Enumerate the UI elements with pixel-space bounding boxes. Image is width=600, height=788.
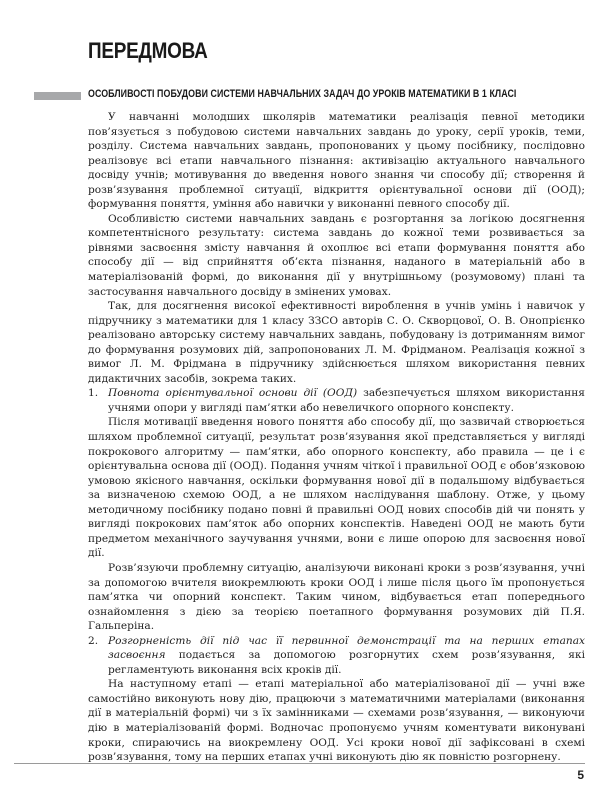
body-text xyxy=(88,110,585,765)
paragraph-next-stage: На наступному етапі — етапі матеріальної або матеріалізованої дії — учні вже самостійно виконують нову дію, працюючи з математичними матеріалами (виконання дії в матеріальній формі) чи з їх замінниками — схемами розв’язування, — виконуючи дію в матеріалізованій формі. Водночас пропонуємо учням коментувати виконувані кроки, спираючись на виокремлену ООД. Усі кроки нової дії зафіксовані в схемі розв’язування, тому на перших етапах учні виконують дію як повністю розгорнену. xyxy=(88,678,585,764)
paragraph-intro: У навчанні молодших школярів математики реалізація певної методики пов’язується з побудовою системи навчальних завдань до уроку, серії уроків, теми, розділу. Система навчальних завдань, пропонованих у цьому посібнику, послідовно реалізовує всі етапи навчального пізнання: активізацію актуального навчального досвіду учнів; мотивування до введення нового знання чи способу дії; створення й розв’язування проблемної ситуації, відкриття орієнтувальної основи дії (ООД); формування поняття, уміння або навички у виконанні певного способу дії. xyxy=(88,111,585,211)
list-text xyxy=(108,634,585,678)
list-number: 1. xyxy=(88,387,99,400)
paragraph-feature: Особливістю системи навчальних завдань є розгортання за логікою досягнення компетентнісного результату: система завдань до кожної теми розвивається за рівнями засвоєння змісту навчання й охоплює всі етапи формування поняття або способу дії — від сприйняття об’єкта пізнання, наданого в матеріальній або в матеріалізованій формі, до виконання дії у внутрішньому (розумовому) плані та застосування навчального досвіду в змінених умовах. xyxy=(88,212,585,298)
list-item-1 xyxy=(88,386,585,415)
section-title: ОСОБЛИВОСТІ ПОБУДОВИ СИСТЕМИ НАВЧАЛЬНИХ ЗАДАЧ ДО УРОКІВ МАТЕМАТИКИ В 1 КЛАСІ xyxy=(88,88,517,100)
footer-divider xyxy=(14,763,585,764)
paragraph-problem-situation: Розв’язуючи проблемну ситуацію, аналізуючи виконані кроки з розв’язування, учні за допомогою вчителя виокремлюють кроки ООД і лише після цього їм пропонується пам’ятка чи опорний конспект. Таким чином, відбувається етап попереднього ознайомлення з дією за теорією поетапного формування розумових дій П.Я. Гальперіна. xyxy=(88,561,585,633)
paragraph-fridman: Так, для досягнення високої ефективності вироблення в учнів умінь і навичок у підручнику з математики для 1 класу ЗЗСО авторів С. О. Скворцової, О. В. Онопрієнко реалізовано авторську систему навчальних завдань, побудовану із дотриманням вимог до формування розумових дій, запропонованих Л. М. Фрідманом. Реалізація кожної з вимог Л. М. Фрідмана в підручнику здійснюється шляхом використання певних дидактичних засобів, зокрема таких. xyxy=(88,300,585,385)
list-item-rest: подається за допомогою розгорнутих схем розв’язування, які регламентують виконання всіх кроків дії. xyxy=(108,649,585,676)
page-title: ПЕРЕДМОВА xyxy=(88,38,208,63)
list-item-rest: забезпечується шляхом використання учнями опори у вигляді пам’ятки або невеличкого опорного конспекту. xyxy=(108,387,585,414)
list-item-emphasis: Повнота орієнтувальної основи дії (ООД) xyxy=(108,387,358,400)
paragraph-motivation: Після мотивації введення нового поняття або способу дії, що зазвичай створюється шляхом проблемної ситуації, результат розв’язування якої представляється у вигляді покрокового алгоритму — пам’ятки, або опорного конспекту, або правила — це і є орієнтувальна основа дії (ООД). Подання учням чіткої і правильної ООД є обов’язковою умовою якісного навчання, оскільки формування нової дії в подальшому відбувається за визначеною схемою ООД, а не шляхом наслідування шаблону. Отже, у цьому методичному посібнику подано повні й правильні ООД нових способів дій чи понять у вигляді покрокових пам’яток або опорних конспектів. Наведені ООД не мають бути предметом механічного заучування учнями, вони є лише опорою для засвоєння нової дії. xyxy=(88,416,585,560)
list-item-emphasis: Розгорненість дії під час її первинної демонстрації та на перших етапах засвоєння xyxy=(108,634,585,662)
list-item-2 xyxy=(88,634,585,678)
list-text xyxy=(108,386,585,415)
list-number: 2. xyxy=(88,634,99,647)
page-number: 5 xyxy=(577,768,584,782)
section-marker-bar xyxy=(34,92,81,100)
